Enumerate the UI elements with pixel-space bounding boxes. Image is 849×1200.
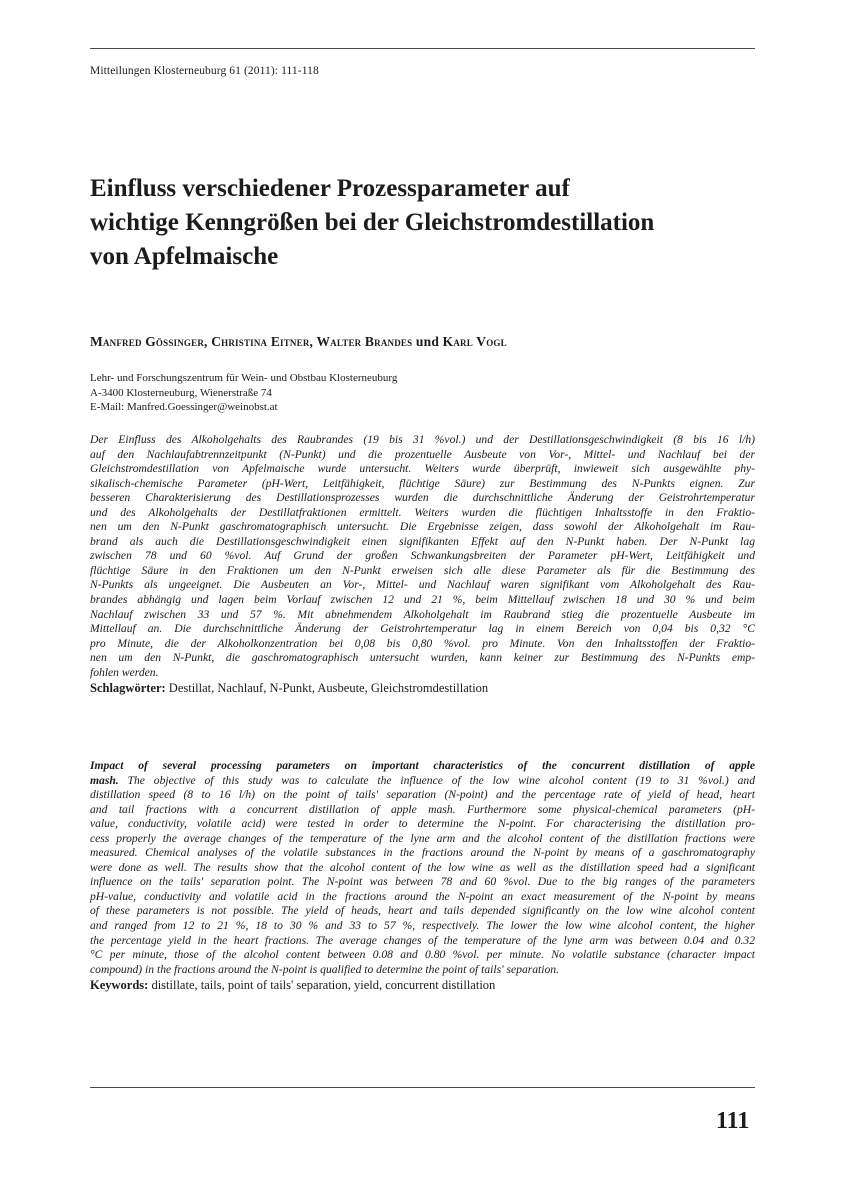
abstract-english-title-line — [90, 759, 755, 774]
abstract-german-line: zwischen 78 und 60 %vol. Auf Grund der großen Schwankungsbreiten der Parameter pH-Wert, Leitfähigkeit und — [90, 549, 755, 563]
abstract-german-line: Mittellauf an. Die durchschnittliche Änderung der Geistrohrtemperatur lag in einem Bereich von 0,04 bis 0,32 °C — [90, 622, 755, 636]
abstract-german — [90, 433, 755, 696]
author-name: Karl Vogl — [442, 334, 507, 349]
keywords-english-text: distillate, tails, point of tails' separation, yield, concurrent distillation — [148, 978, 496, 993]
abstract-english-line: of these parameters is not possible. The yield of heads, heart and tails depended significantly on the low wine alcohol content — [90, 904, 755, 918]
abstract-english-line: °C per minute, those of the alcohol content between 0.08 and 0.80 %vol. per minute. No volatile substance (character impact — [90, 948, 755, 962]
abstract-english-title: Impact of several processing parameters on important characteristics of the concurrent distillation of apple — [90, 759, 755, 772]
title-line: Einfluss verschiedener Prozessparameter auf — [90, 175, 570, 202]
abstract-english-line: cess properly the average changes of the temperature of the lyne arm and the alcohol content of the distillation fractions were — [90, 831, 755, 845]
abstract-english-title-end: mash. — [90, 773, 119, 787]
abstract-german-line: nen um den N-Punkt, die gaschromatographisch untersucht wurden, kann keiner zur Bestimmung des N-Punkts emp- — [90, 651, 755, 665]
abstract-german-line: nen um den N-Punkt gaschromatographisch untersucht. Die Ergebnisse zeigen, dass sowohl der Alkoholgehalt im Rau- — [90, 520, 755, 534]
abstract-english-line: the percentage yield in the heart fractions. The average changes of the temperature of the lyne arm was between 0.04 and 0.32 — [90, 933, 755, 947]
author-name: Walter Brandes — [316, 334, 413, 349]
abstract-german-line: sikalisch-chemische Parameter (pH-Wert, Leitfähigkeit, flüchtige Säure) zur Bestimmung des N-Punkts eignen. Zur — [90, 476, 755, 490]
keywords-german-label: Schlagwörter: — [90, 681, 166, 696]
keywords-english-label: Keywords: — [90, 978, 149, 993]
abstract-english — [90, 759, 755, 993]
abstract-english-line: compound) in the fractions around the N-point is qualified to determine the point of tails' separation. — [90, 962, 559, 976]
affiliation-institution: Lehr- und Forschungszentrum für Wein- und Obstbau Klosterneuburg — [90, 372, 398, 384]
abstract-english-text — [90, 759, 755, 977]
abstract-english-line: pH-value, conductivity and volatile acid in the fractions around the N-point an exact measurement of the N-point by means — [90, 889, 755, 903]
abstract-german-line: und des Alkoholgehalts der Destillatfraktionen ermittelt. Weiters wurden die flüchtigen Inhaltsstoffe in den Fraktio- — [90, 505, 755, 519]
abstract-german-text — [90, 433, 755, 680]
bottom-rule — [90, 1087, 755, 1088]
abstract-german-line: flüchtige Säure in den Fraktionen um den N-Punkt erweisen sich alle diese Parameter als für die Bestimmung des — [90, 563, 755, 577]
affiliation-email: E-Mail: Manfred.Goessinger@weinobst.at — [90, 401, 278, 413]
abstract-english-line: measured. Chemical analyses of the volatile substances in the fractions around the N-point by means of a gaschromatography — [90, 846, 755, 860]
abstract-german-line: Nachlauf zwischen 33 und 57 %. Mit abnehmendem Alkoholgehalt im Raubrand stieg die prozentuelle Ausbeute im — [90, 607, 755, 621]
abstract-german-line: pro Minute, die der Alkoholkonzentration bei 0,08 bis 0,80 %vol. pro Minute. Von den Inhaltsstoffen der Fraktio- — [90, 636, 755, 650]
top-rule — [90, 48, 755, 49]
abstract-english-line: influence on the tails' separation point. The N-point was between 78 and 60 %vol. Due to the big ranges of the parameters — [90, 875, 755, 889]
abstract-german-line: N-Punkts als ungeeignet. Die Ausbeuten an Vor-, Mittel- und Nachlauf waren signifikant vom Alkoholgehalt des Rau- — [90, 578, 755, 592]
abstract-german-line: brandes abhängig und lagen beim Vorlauf zwischen 12 und 21 %, beim Mittellauf zwischen 18 und 30 % und beim — [90, 593, 755, 607]
abstract-german-line: Der Einfluss des Alkoholgehalts des Raubrandes (19 bis 31 %vol.) und der Destillationsgeschwindigkeit (8 bis 16 l/h) — [90, 433, 755, 446]
abstract-english-line: and tail fractions with a concurrent distillation of apple mash. Furthermore some physical-chemical parameters (pH- — [90, 802, 755, 816]
abstract-german-line: brand als auch die Destillationsgeschwindigkeit einen signifikanten Effekt auf den N-Punkt haben. Der N-Punkt lag — [90, 534, 755, 548]
title-line: von Apfelmaische — [90, 243, 279, 270]
keywords-english — [90, 977, 755, 993]
abstract-german-line: auf den Nachlaufabtrennzeitpunkt (N-Punkt) und die prozentuelle Ausbeute von Vor-, Mittel- und Nachlauf bei der — [90, 447, 755, 461]
keywords-german — [90, 680, 755, 696]
keywords-german-text: Destillat, Nachlauf, N-Punkt, Ausbeute, Gleichstromdestillation — [165, 681, 489, 696]
abstract-german-line: fohlen werden. — [90, 665, 159, 679]
page-number: 111 — [716, 1108, 750, 1134]
abstract-english-line: value, conductivity, volatile acid) were tested in order to determine the N-point. For characterising the distillation pro- — [90, 817, 755, 831]
journal-citation: Mitteilungen Klosterneuburg 61 (2011): 111-118 — [90, 65, 319, 77]
abstract-english-line: were done as well. The results show that the alcohol content of the low wine as well as the distillation speed had a significant — [90, 860, 755, 874]
article-title — [90, 172, 770, 274]
affiliation — [90, 371, 397, 415]
abstract-german-line: besseren Charakterisierung des Destillationsprozesses wurden die durchschnittliche Änderung der Geistrohrtemperatur — [90, 491, 755, 505]
title-line: wichtige Kenngrößen bei der Gleichstromdestillation — [90, 209, 655, 236]
author-list — [90, 334, 507, 350]
abstract-english-line: and ranged from 12 to 21 %, 18 to 30 % and 33 to 57 %, respectively. The lower the low wine alcohol content, the higher — [90, 919, 755, 933]
affiliation-address: A-3400 Klosterneuburg, Wienerstraße 74 — [90, 386, 272, 399]
author-name: Christina Eitner, — [211, 334, 314, 349]
author-name: Manfred Gössinger, — [90, 334, 208, 349]
author-conjunction: und — [415, 334, 440, 349]
abstract-german-line: Gleichstromdestillation von Apfelmaische wurde untersucht. Weiters wurde überprüft, inwieweit sich ausgewählte phy- — [90, 462, 755, 476]
abstract-english-line: distillation speed (8 to 16 l/h) on the point of tails' separation (N-point) and the percentage rate of yield of head, heart — [90, 788, 755, 802]
abstract-english-line: mash. The objective of this study was to calculate the influence of the low wine alcohol content (19 to 31 %vol.) and — [90, 773, 755, 787]
